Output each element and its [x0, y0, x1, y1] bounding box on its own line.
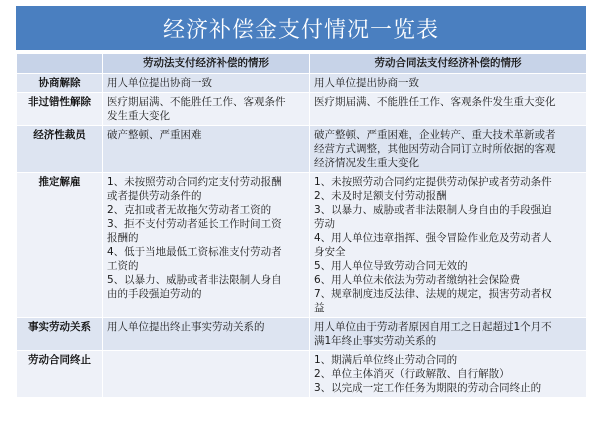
row-label: 经济性裁员: [17, 126, 103, 173]
cell-line: 工资的: [107, 260, 139, 272]
cell-labor-contract-law: [310, 93, 587, 126]
cell-line: 用人单位提出终止事实劳动关系的: [107, 321, 265, 333]
table-row: [17, 351, 587, 398]
cell-line: 用人单位提出协商一致: [314, 77, 419, 89]
cell-line: 2、单位主体消灭（行政解散、自行解散）: [314, 368, 510, 380]
cell-line: 3、拒不支付劳动者延长工作时间工资: [107, 218, 282, 230]
cell-labor-contract-law: [310, 173, 587, 318]
cell-line: 身安全: [314, 246, 346, 258]
cell-labor-contract-law: [310, 74, 587, 93]
page-title: 经济补偿金支付情况一览表: [162, 17, 439, 43]
cell-line: 满1年终止事实劳动关系的: [314, 335, 437, 347]
cell-line: 由的手段强迫劳动的: [107, 288, 202, 300]
title-bar: [16, 6, 586, 50]
cell-line: 发生重大变化: [107, 110, 170, 122]
cell-labor-contract-law: [310, 351, 587, 398]
cell-line: 4、低于当地最低工资标准支付劳动者: [107, 246, 282, 258]
table-row: [17, 74, 587, 93]
table-row: [17, 126, 587, 173]
cell-labor-law: [103, 318, 310, 351]
cell-line: 破产整顿、严重困难，企业转产、重大技术革新或者: [314, 129, 556, 141]
row-label: 事实劳动关系: [17, 318, 103, 351]
row-label: 协商解除: [17, 74, 103, 93]
cell-line: 医疗期届满、不能胜任工作、客观条件发生重大变化: [314, 96, 556, 108]
cell-labor-contract-law: [310, 126, 587, 173]
cell-line: 1、未按照劳动合同约定支付劳动报酬: [107, 176, 282, 188]
cell-line: 3、以完成一定工作任务为期限的劳动合同终止的: [314, 382, 542, 394]
cell-line: 经济情况发生重大变化: [314, 157, 419, 169]
cell-line: 劳动: [314, 218, 335, 230]
table-row: [17, 93, 587, 126]
cell-line: 医疗期届满、不能胜任工作、客观条件: [107, 96, 286, 108]
cell-line: 用人单位由于劳动者原因自用工之日起超过1个月不: [314, 321, 552, 333]
cell-line: 益: [314, 302, 325, 314]
cell-line: 1、期满后单位终止劳动合同的: [314, 354, 458, 366]
header-labor-law: 劳动法支付经济补偿的情形: [103, 54, 310, 74]
cell-line: 破产整顿、严重困难: [107, 129, 202, 141]
cell-line: 报酬的: [107, 232, 139, 244]
cell-labor-law: [103, 93, 310, 126]
cell-line: 2、克扣或者无故拖欠劳动者工资的: [107, 204, 272, 216]
row-label: 劳动合同终止: [17, 351, 103, 398]
cell-labor-contract-law: [310, 318, 587, 351]
table-row: [17, 173, 587, 318]
cell-line: 用人单位提出协商一致: [107, 77, 212, 89]
cell-line: 经营方式调整，其他因劳动合同订立时所依据的客观: [314, 143, 556, 155]
cell-line: 5、用人单位导致劳动合同无效的: [314, 260, 468, 272]
table-row: [17, 318, 587, 351]
cell-line: 3、以暴力、威胁或者非法限制人身自由的手段强迫: [314, 204, 552, 216]
cell-line: 1、未按照劳动合同约定提供劳动保护或者劳动条件: [314, 176, 552, 188]
cell-labor-law: [103, 126, 310, 173]
cell-line: 5、以暴力、威胁或者非法限制人身自: [107, 274, 282, 286]
cell-line: 6、用人单位未依法为劳动者缴纳社会保险费: [314, 274, 521, 286]
cell-line: 4、用人单位违章指挥、强令冒险作业危及劳动者人: [314, 232, 552, 244]
cell-line: 7、规章制度违反法律、法规的规定，损害劳动者权: [314, 288, 552, 300]
compensation-table: [16, 53, 587, 398]
cell-labor-law: [103, 173, 310, 318]
cell-line: 或者提供劳动条件的: [107, 190, 202, 202]
row-label: 推定解雇: [17, 173, 103, 318]
table-header-row: [17, 54, 587, 74]
row-label: 非过错性解除: [17, 93, 103, 126]
header-empty: [17, 54, 103, 74]
header-labor-contract-law: 劳动合同法支付经济补偿的情形: [310, 54, 587, 74]
cell-line: 2、未及时足额支付劳动报酬: [314, 190, 447, 202]
cell-labor-law: [103, 351, 310, 398]
cell-labor-law: [103, 74, 310, 93]
